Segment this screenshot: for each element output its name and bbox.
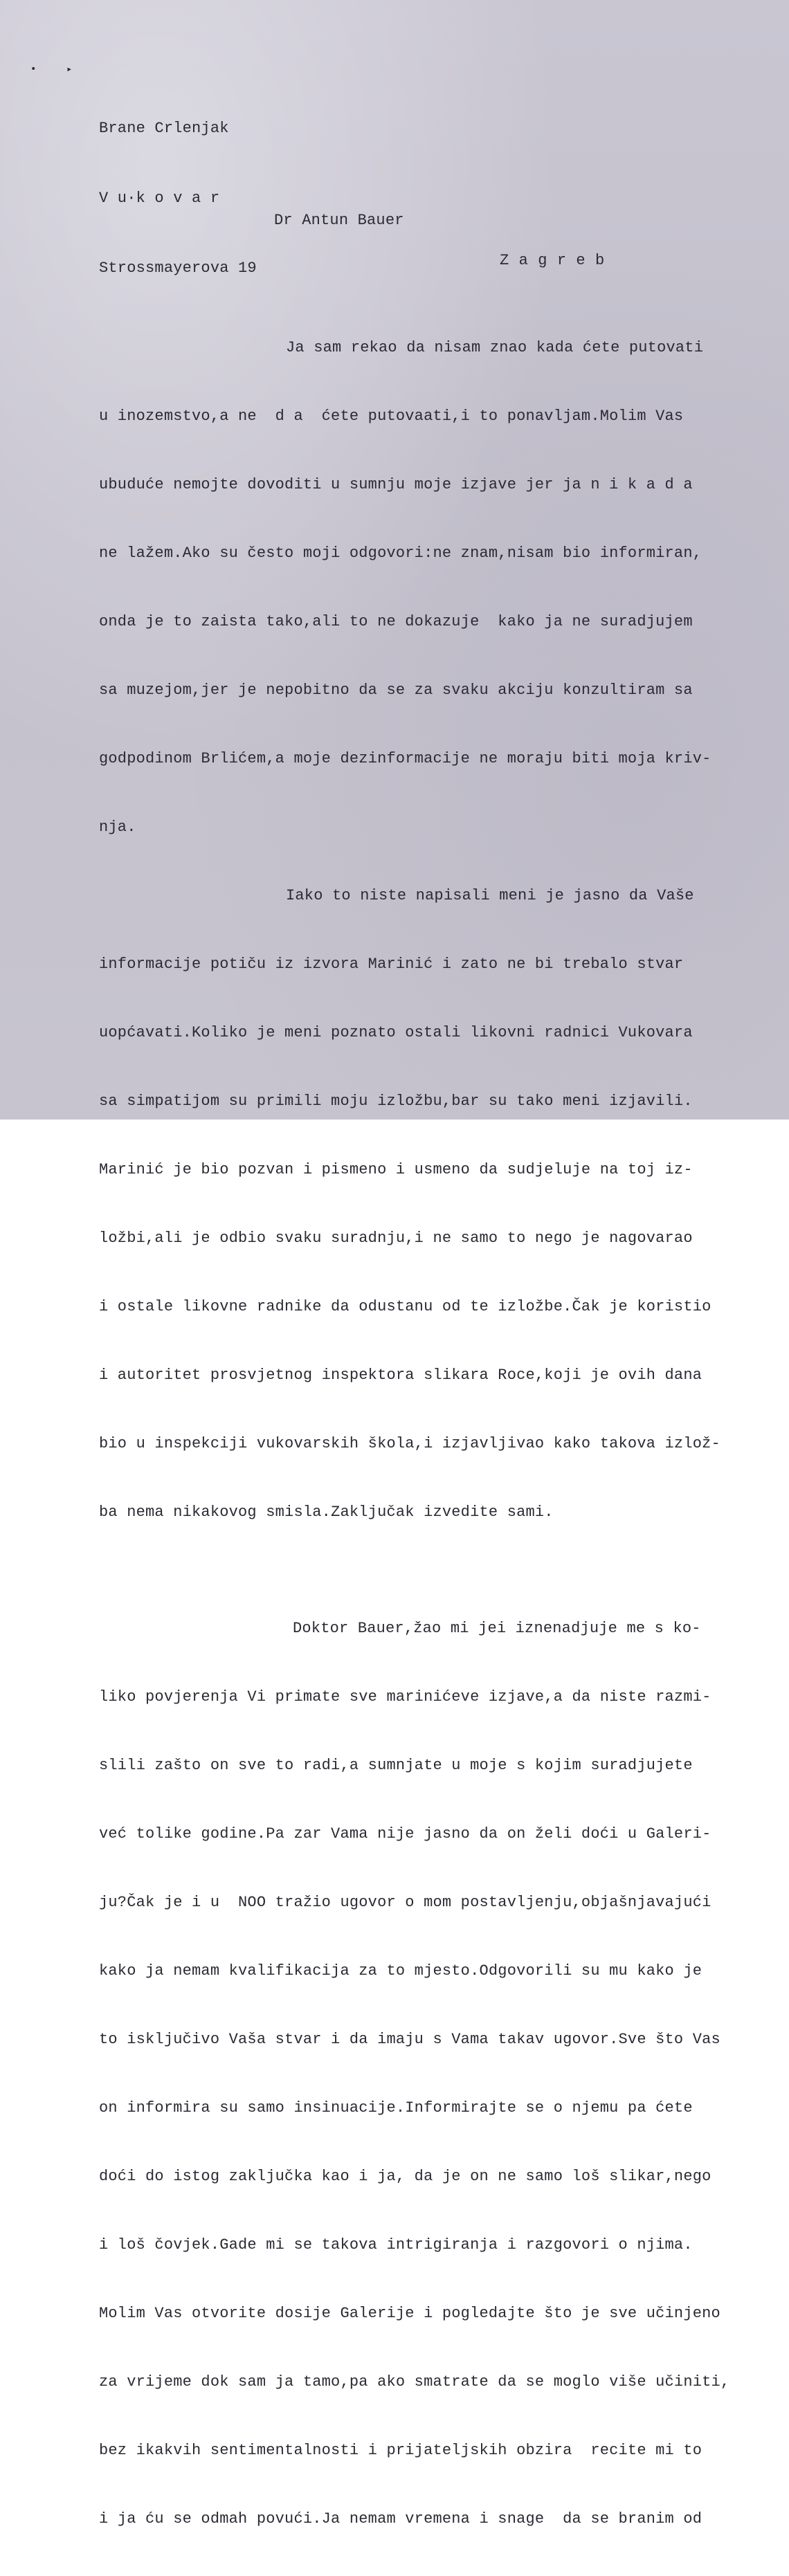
body-line: uopćavati.Koliko je meni poznato ostali likovni radnici Vukovara (99, 1024, 693, 1041)
body-line: Ja sam rekao da nisam znao kada ćete putovati (286, 339, 704, 356)
body-line: onda je to zaista tako,ali to ne dokazuje kako ja ne suradjujem (99, 613, 693, 630)
recipient-city: Z a g r e b (500, 252, 605, 269)
body-line: ju?Čak je i u NOO tražio ugovor o mom postavljenju,objašnjavajući (99, 1894, 711, 1911)
body-line: nja. (99, 819, 136, 836)
body-line: ubuduće nemojte dovoditi u sumnju moje izjave jer ja n i k a d a (99, 476, 693, 493)
sender-city: V u·k o v a r (99, 190, 220, 207)
paragraph-gap (99, 1569, 729, 1571)
body-line: slili zašto on sve to radi,a sumnjate u moje s kojim suradjujete (99, 1757, 693, 1774)
body-line: liko povjerenja Vi primate sve marinićeve izjave,a da niste razmi- (99, 1688, 711, 1706)
sender-address (99, 70, 257, 327)
body-line: u inozemstvo,a ne d a ćete putovaati,i to ponavljam.Molim Vas (99, 408, 684, 425)
body-line: već tolike godine.Pa zar Vama nije jasno da on želi doći u Galeri- (99, 1825, 711, 1843)
body-line: i ja ću se odmah povući.Ja nemam vremena i snage da se branim od (99, 2510, 702, 2528)
body-line: bio u inspekciji vukovarskih škola,i izjavljivao kako takova izlož- (99, 1435, 720, 1452)
punch-mark: • (30, 64, 37, 75)
body-line: ne lažem.Ako su često moji odgovori:ne znam,nisam bio informiran, (99, 545, 702, 562)
body-line: i ostale likovne radnike da odustanu od te izložbe.Čak je koristio (99, 1298, 711, 1315)
body-line: doći do istog zaključka kao i ja, da je on ne samo loš slikar,nego (99, 2168, 711, 2185)
body-line: za vrijeme dok sam ja tamo,pa ako smatrate da se moglo više učiniti, (99, 2373, 730, 2391)
body-line: ba nema nikakovog smisla.Zaključak izvedite sami. (99, 1504, 554, 1521)
body-line: i loš čovjek.Gade mi se takova intrigiranja i razgovori o njima. (99, 2236, 693, 2254)
body-line: Molim Vas otvorite dosije Galerije i pogledajte što je sve učinjeno (99, 2305, 720, 2322)
letter-body (99, 291, 729, 2576)
punch-mark: ▸ (66, 64, 73, 75)
sender-street: Strossmayerova 19 (99, 259, 257, 277)
body-line: informacije potiču iz izvora Marinić i zato ne bi trebalo stvar (99, 956, 684, 973)
recipient-name: Dr Antun Bauer (274, 212, 404, 229)
body-line: kako ja nemam kvalifikacija za to mjesto.Odgovorili su mu kako je (99, 1962, 702, 1980)
body-line: Iako to niste napisali meni je jasno da Vaše (286, 887, 694, 904)
body-line: to isključivo Vaša stvar i da imaju s Vama takav ugovor.Sve što Vas (99, 2031, 720, 2048)
sender-name: Brane Crlenjak (99, 120, 229, 137)
body-line: Marinić je bio pozvan i pismeno i usmeno da sudjeluje na toj iz- (99, 1161, 693, 1178)
body-line: ložbi,ali je odbio svaku suradnju,i ne samo to nego je nagovarao (99, 1230, 693, 1247)
body-line: Doktor Bauer,žao mi jei iznenadjuje me s ko- (293, 1620, 701, 1637)
body-line: godpodinom Brlićem,a moje dezinformacije ne moraju biti moja kriv- (99, 750, 711, 767)
body-line: sa simpatijom su primili moju izložbu,bar su tako meni izjavili. (99, 1093, 693, 1110)
body-line: on informira su samo insinuacije.Informirajte se o njemu pa ćete (99, 2099, 693, 2117)
body-line: bez ikakvih sentimentalnosti i prijateljskih obzira recite mi to (99, 2442, 702, 2459)
body-line: sa muzejom,jer je nepobitno da se za svaku akciju konzultiram sa (99, 682, 693, 699)
body-line: i autoritet prosvjetnog inspektora slikara Roce,koji je ovih dana (99, 1367, 702, 1384)
